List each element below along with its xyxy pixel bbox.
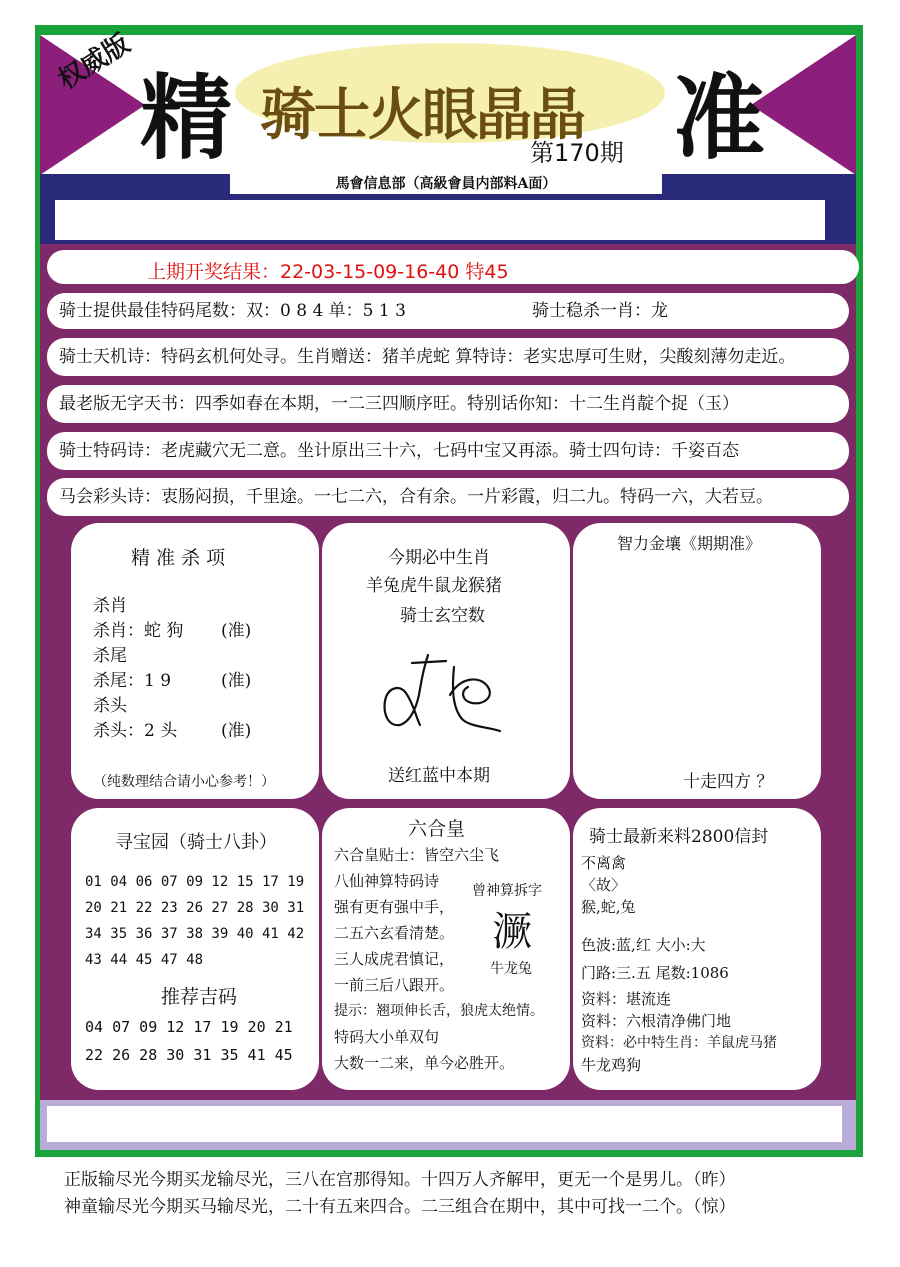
letters-line: 门路:三.五 尾数:1086 [581, 964, 729, 982]
accuracy-tag: (准) [221, 671, 252, 691]
letters-line: 资料：必中特生肖：羊鼠虎马猪 [581, 1035, 777, 1051]
letters-line: 不离禽 [581, 854, 627, 872]
big-char-left: 精 [140, 65, 233, 172]
number-line: 43 44 45 47 48 [85, 952, 204, 968]
tail-numbers: 骑士提供最佳特码尾数：双：0 8 4 单：5 1 3 [59, 301, 406, 321]
poem-text: 骑士天机诗：特码玄机何处寻。生肖赠送：猪羊虎蛇 算特诗：老实忠厚可生财，尖酸刻薄勿走近。 [59, 347, 796, 367]
wisdom-bottom: 十走四方 ？ [683, 772, 774, 792]
liuhe-line: 二五六玄看清楚。 [334, 924, 455, 942]
kill-line: 杀尾：1 9 [93, 671, 172, 691]
kill-line: 杀尾 [93, 646, 127, 666]
dept-label: 馬會信息部（高級會員内部料A面） [230, 174, 662, 194]
number-line: 34 35 36 37 38 39 40 41 42 [85, 926, 305, 942]
number-line: 01 04 06 07 09 12 15 17 19 [85, 874, 305, 890]
kill-line: 杀肖 [93, 596, 127, 616]
poem-row-2 [47, 385, 849, 423]
liuhe-line: 强有更有强中手， [334, 898, 455, 916]
zodiac-line: 羊兔虎牛鼠龙猴猪 [366, 576, 502, 596]
page-title: 骑士火眼晶晶 [260, 82, 584, 148]
kill-line: 杀头：2 头 [93, 721, 178, 741]
liuhe-line: 一前三后八跟开。 [334, 976, 455, 994]
last-result-text: 上期开奖结果：22-03-15-09-16-40 特45 [147, 261, 509, 283]
poem-text: 最老版无字天书：四季如春在本期，一二三四顺序旺。特别话你知：十二生肖靛个捉（玉） [59, 394, 739, 414]
box-title: 寻宝园（骑士八卦） [115, 832, 277, 853]
recommend-line: 22 26 28 30 31 35 41 45 [85, 1046, 293, 1064]
accuracy-tag: (准) [221, 621, 252, 641]
bottom-blank [47, 1106, 842, 1142]
letters-line: 资料：六根清净佛门地 [581, 1012, 732, 1030]
box-title: 骑士最新来料2800信封 [589, 827, 769, 847]
recommend-line: 04 07 09 12 17 19 20 21 [85, 1018, 293, 1036]
accuracy-tag: (准) [221, 721, 252, 741]
treasure-box [71, 808, 319, 1090]
liuhe-line: 六合皇贴士：皆空六尘飞 [334, 846, 500, 864]
liuhe-box [322, 808, 570, 1090]
footer-line: 正版输尽光今期买龙输尽光，三八在宫那得知。十四万人齐解甲，更无一个是男儿。（昨） [64, 1170, 736, 1190]
last-result-row [47, 250, 859, 284]
big-char-right: 准 [673, 65, 766, 172]
letters-line: 牛龙鸡狗 [581, 1056, 642, 1074]
letters-line: 资料：堪流连 [581, 990, 672, 1008]
liuhe-line: 特码大小单双句 [334, 1028, 440, 1046]
box-title: 精 准 杀 项 [131, 547, 226, 569]
poem-row-1 [47, 338, 849, 376]
footer-line: 神童输尽光今期买马输尽光，二十有五来四合。二三组合在期中，其中可找一二个。（惊） [64, 1197, 736, 1217]
edition-label: 权威版 [53, 28, 136, 96]
number-line: 20 21 22 23 26 27 28 30 31 [85, 900, 305, 916]
kill-items-box [71, 523, 319, 799]
header [40, 28, 856, 175]
box-title: 六合皇 [408, 818, 466, 840]
recommend-title: 推荐吉码 [161, 986, 238, 1008]
blank-banner [55, 200, 825, 240]
poem-row-4 [47, 478, 849, 516]
box-title: 智力金壤《期期准》 [617, 534, 762, 553]
poem-row-3 [47, 432, 849, 470]
poem-text: 骑士特码诗：老虎藏穴无二意。坐计原出三十六，七码中宝又再添。骑士四句诗：千姿百态 [59, 441, 739, 461]
kill-one-zodiac: 骑士稳杀一肖：龙 [532, 301, 668, 321]
issue-number: 第170期 [530, 139, 624, 167]
zodiac-box [322, 523, 570, 799]
letters-line: 〈故〉 [581, 876, 627, 894]
letters-line: 色波:蓝,红 大小:大 [581, 936, 706, 954]
letters-box [573, 808, 821, 1090]
liuhe-line: 八仙神算特码诗 [334, 872, 440, 890]
zodiac-line: 今期必中生肖 [388, 548, 490, 568]
chaizi-label: 曾神算拆字 [472, 883, 542, 899]
poem-text: 马会彩头诗：衷肠闷损，千里途。一七二六，合有余。一片彩霞，归二九。特码一六，大若豆。 [59, 487, 773, 507]
letters-line: 猴,蛇,兔 [581, 898, 636, 916]
zodiac-line: 骑士玄空数 [400, 606, 485, 626]
liuhe-line: 大数一二来，单今必胜开。 [334, 1054, 515, 1072]
tail-number-row [47, 293, 849, 329]
liuhe-line: 提示：翘项伸长舌，狼虎太绝情。 [334, 1003, 544, 1019]
kill-line: 杀肖：蛇 狗 [93, 621, 184, 641]
kill-line: 杀头 [93, 696, 127, 716]
zodiac-bottom: 送红蓝中本期 [388, 766, 490, 786]
chaizi-glyph: 㵐 [492, 909, 532, 955]
kill-note: （纯数理结合请小心参考！） [93, 774, 275, 790]
chaizi-answer: 牛龙兔 [490, 961, 532, 977]
liuhe-line: 三人成虎君慎记， [334, 950, 455, 968]
right-triangle-decoration [751, 35, 856, 175]
wisdom-box [573, 523, 821, 799]
handwritten-signature [376, 647, 516, 735]
